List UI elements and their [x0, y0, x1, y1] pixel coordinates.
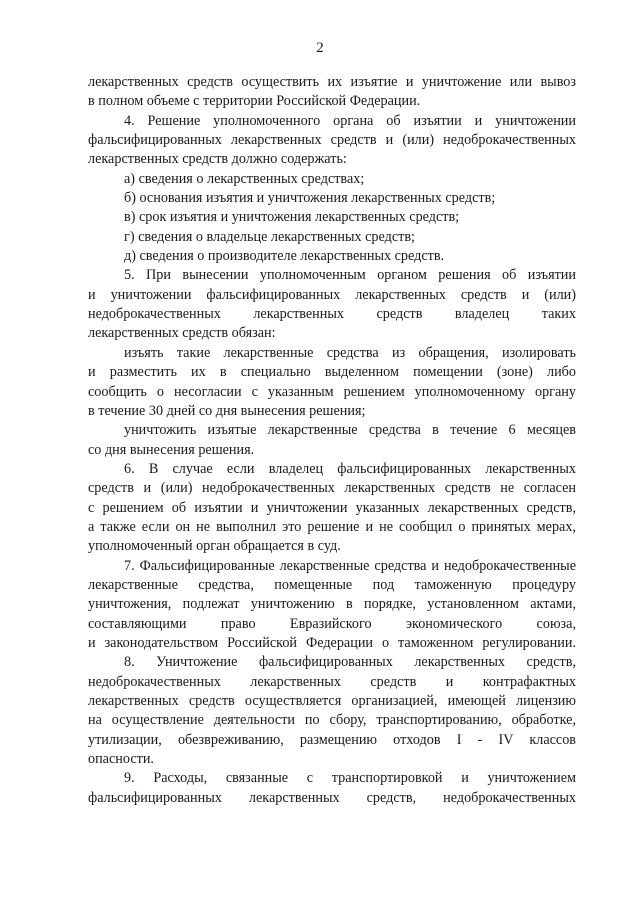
text-line: а) сведения о лекарственных средствах; [124, 170, 365, 187]
text-line: лекарственные средства, помещенные под таможенную процедуру [88, 576, 576, 593]
text-line: лекарственных средств осуществить их изъятие и уничтожение или вывоз [88, 74, 576, 90]
text-line: в течение 30 дней со дня вынесения решения; [88, 402, 366, 419]
text-line: средств и (или) недоброкачественных лекарственных средств не согласен [88, 480, 576, 497]
text-line: и разместить их в специально выделенном помещении (зоне) либо [88, 364, 576, 381]
text-line: г) сведения о владельце лекарственных средств; [124, 228, 415, 245]
text-line: в) срок изъятия и уничтожения лекарственных средств; [124, 209, 460, 226]
text-line: уничтожения, подлежат уничтожению в порядке, установленном актами, [88, 596, 576, 613]
text-line: 8. Уничтожение фальсифицированных лекарственных средств, [124, 654, 576, 671]
text-line: сообщить о несогласии с указанным решением уполномоченному органу [88, 383, 576, 400]
text-line: уничтожить изъятые лекарственные средства в течение 6 месяцев [124, 422, 576, 439]
text-line: недоброкачественных лекарственных средств и контрафактных [88, 673, 576, 690]
text-line: на осуществление деятельности по сбору, транспортированию, обработке, [88, 712, 576, 729]
text-line: утилизации, обезвреживанию, размещению отходов I - IV классов [88, 731, 576, 748]
text-line: фальсифицированных лекарственных средств и (или) недоброкачественных [88, 132, 576, 149]
text-line: лекарственных средств должно содержать: [88, 151, 347, 168]
text-line: и законодательством Российской Федерации о таможенном регулировании. [88, 634, 576, 651]
text-line: с решением об изъятии и уничтожении указанных лекарственных средств, [88, 499, 576, 516]
text-line: 7. Фальсифицированные лекарственные средства и недоброкачественные [124, 557, 576, 574]
text-line: со дня вынесения решения. [88, 441, 255, 458]
page-number: 2 [316, 40, 324, 56]
text-line: в полном объеме с территории Российской Федерации. [88, 93, 421, 110]
text-line: опасности. [88, 751, 154, 768]
text-line: недоброкачественных лекарственных средств владелец таких [88, 306, 576, 323]
document-body [88, 73, 576, 808]
text-line: лекарственных средств осуществляется организацией, имеющей лицензию [88, 693, 576, 709]
text-line: фальсифицированных лекарственных средств, недоброкачественных [88, 789, 576, 806]
text-line: б) основания изъятия и уничтожения лекарственных средств; [124, 190, 496, 207]
text-line: составляющими право Евразийского экономического союза, [88, 615, 576, 632]
text-line: д) сведения о производителе лекарственных средств. [124, 248, 445, 265]
text-line: 9. Расходы, связанные с транспортировкой и уничтожением [124, 770, 576, 787]
text-line: а также если он не выполнил это решение и не сообщил о принятых мерах, [88, 518, 576, 535]
text-line: изъять такие лекарственные средства из обращения, изолировать [124, 344, 576, 361]
text-line: и уничтожении фальсифицированных лекарственных средств и (или) [88, 286, 576, 303]
text-line: 4. Решение уполномоченного органа об изъятии и уничтожении [124, 112, 576, 129]
text-line: 5. При вынесении уполномоченным органом решения об изъятии [124, 267, 576, 284]
text-line: уполномоченный орган обращается в суд. [88, 538, 341, 555]
text-line: лекарственных средств обязан: [88, 325, 276, 342]
text-line: 6. В случае если владелец фальсифицированных лекарственных [124, 460, 576, 477]
